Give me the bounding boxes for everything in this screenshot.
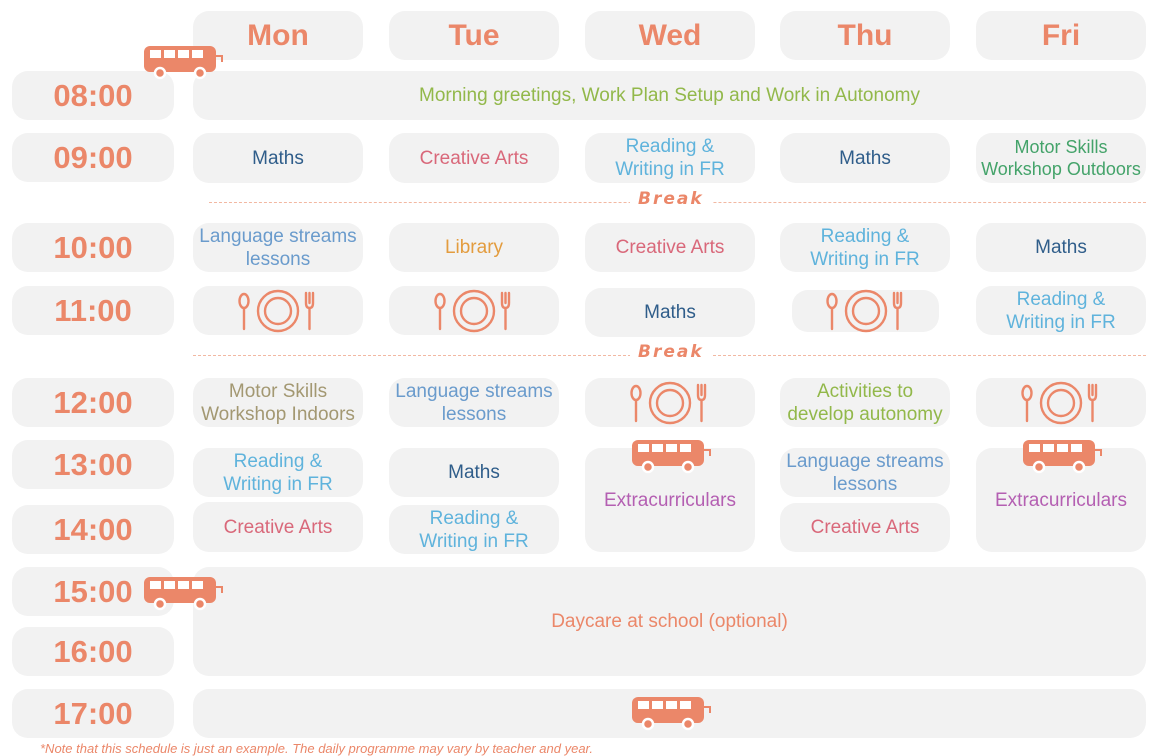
time-label-1000: 10:00 xyxy=(12,223,174,272)
time-label-1100: 11:00 xyxy=(12,286,174,335)
footnote: *Note that this schedule is just an example. The daily programme may vary by teacher and year. xyxy=(40,741,594,756)
break-label: Break xyxy=(630,189,712,209)
activity-fri-1100: Reading & Writing in FR xyxy=(976,286,1146,335)
activity-tue-1000: Library xyxy=(389,223,559,272)
bus-icon xyxy=(142,575,224,611)
plate-cutlery-icon xyxy=(628,381,712,425)
break-label: Break xyxy=(630,342,712,362)
time-label-1300: 13:00 xyxy=(12,440,174,489)
bus-icon xyxy=(630,438,712,474)
activity-tue-1300: Maths xyxy=(389,448,559,497)
lunch-mon-1100 xyxy=(193,286,363,335)
plate-cutlery-icon xyxy=(1019,381,1103,425)
time-label-1600: 16:00 xyxy=(12,627,174,676)
lunch-thu-1100 xyxy=(792,290,939,332)
time-label-0900: 09:00 xyxy=(12,133,174,182)
break-divider-midday xyxy=(193,342,1146,366)
lunch-wed-1200 xyxy=(585,378,755,427)
activity-wed-1000: Creative Arts xyxy=(585,223,755,272)
activity-mon-1300: Reading & Writing in FR xyxy=(193,448,363,497)
activity-wed-1300: Extracurriculars xyxy=(585,448,755,552)
activity-mon-1000: Language streams lessons xyxy=(193,223,363,272)
lunch-fri-1200 xyxy=(976,378,1146,427)
plate-cutlery-icon xyxy=(236,289,320,333)
day-header-tue: Tue xyxy=(389,11,559,60)
time-label-1700: 17:00 xyxy=(12,689,174,738)
lunch-tue-1100 xyxy=(389,286,559,335)
bus-icon xyxy=(1021,438,1103,474)
day-header-wed: Wed xyxy=(585,11,755,60)
activity-mon-1400: Creative Arts xyxy=(193,502,363,552)
activity-fri-0900: Motor Skills Workshop Outdoors xyxy=(976,133,1146,183)
plate-cutlery-icon xyxy=(432,289,516,333)
activity-morning-routine: Morning greetings, Work Plan Setup and Work in Autonomy xyxy=(193,71,1146,120)
activity-wed-0900: Reading & Writing in FR xyxy=(585,133,755,183)
activity-fri-1000: Maths xyxy=(976,223,1146,272)
activity-thu-1300: Language streams lessons xyxy=(780,448,950,497)
activity-mon-0900: Maths xyxy=(193,133,363,183)
time-label-1200: 12:00 xyxy=(12,378,174,427)
bus-icon xyxy=(630,695,712,731)
day-header-fri: Fri xyxy=(976,11,1146,60)
activity-tue-0900: Creative Arts xyxy=(389,133,559,183)
activity-thu-1000: Reading & Writing in FR xyxy=(780,223,950,272)
activity-daycare: Daycare at school (optional) xyxy=(193,567,1146,676)
time-label-0800: 08:00 xyxy=(12,71,174,120)
break-divider-morning xyxy=(193,189,1146,213)
day-header-mon: Mon xyxy=(193,11,363,60)
plate-cutlery-icon xyxy=(824,289,908,333)
activity-tue-1400: Reading & Writing in FR xyxy=(389,505,559,554)
time-label-1500: 15:00 xyxy=(12,567,174,616)
bus-icon xyxy=(142,44,224,80)
activity-wed-1100: Maths xyxy=(585,288,755,337)
activity-mon-1200: Motor Skills Workshop Indoors xyxy=(193,378,363,427)
time-label-1400: 14:00 xyxy=(12,505,174,554)
activity-fri-1300: Extracurriculars xyxy=(976,448,1146,552)
activity-thu-0900: Maths xyxy=(780,133,950,183)
activity-tue-1200: Language streams lessons xyxy=(389,378,559,427)
activity-thu-1400: Creative Arts xyxy=(780,503,950,552)
day-header-thu: Thu xyxy=(780,11,950,60)
activity-thu-1200: Activities to develop autonomy xyxy=(780,378,950,427)
